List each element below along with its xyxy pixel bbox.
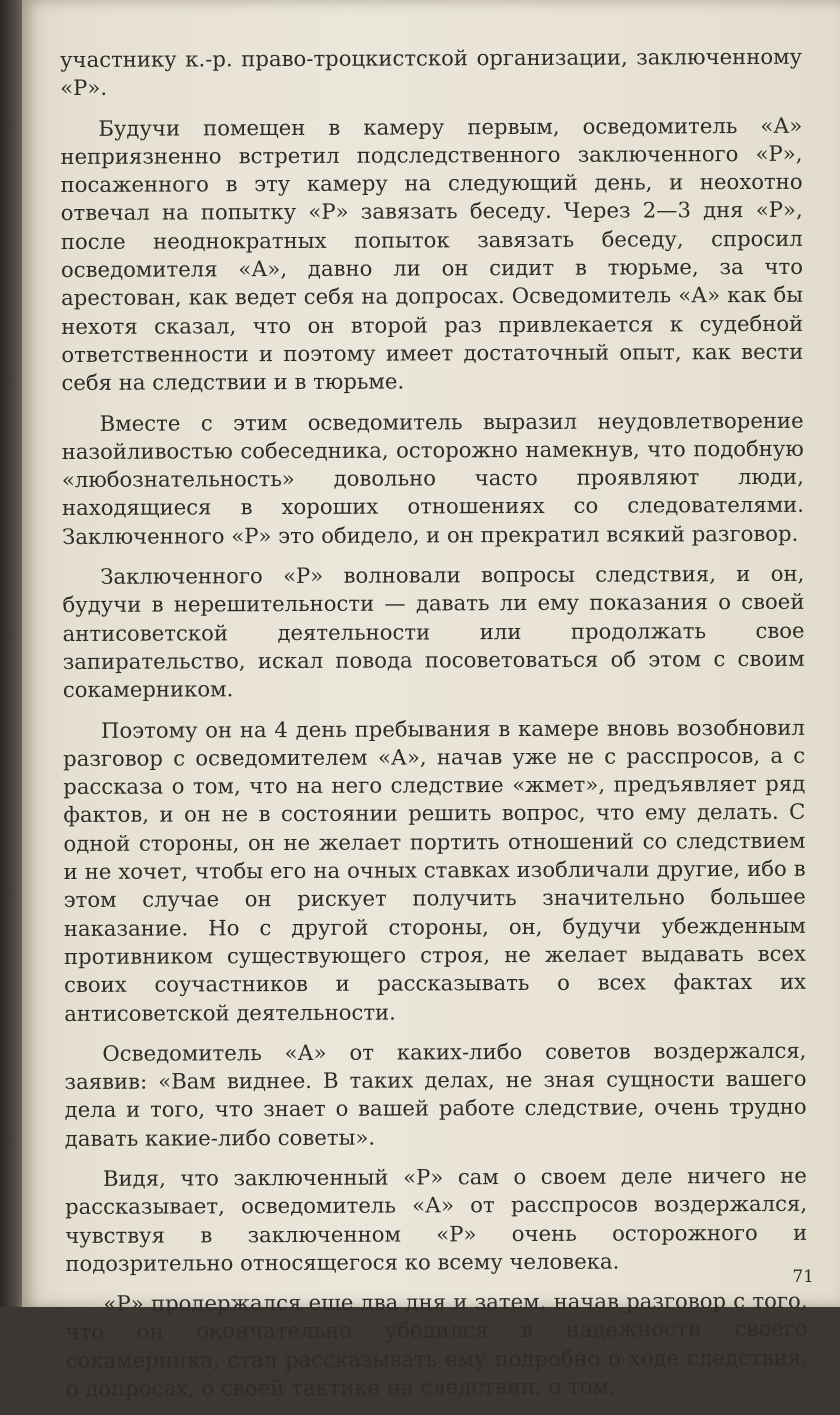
paragraph-2: Будучи помещен в камеру первым, осведомитель «А» неприязненно встретил подследственного заключенного «Р», посаженного в эту камеру на следующий день, и неохотно отвечал на попытку «Р» завязать беседу. Через 2—3 дня «Р», после неоднократных попыток завязать беседу, спросил осведомителя «А», давно ли он сидит в тюрьме, за что арестован, как ведет себя на допросах. Осведомитель «А» как бы нехотя сказал, что он второй раз привлекается к судебной ответственности и поэтому имеет достаточный опыт, как вести себя на следствии и в тюрьме.	[60, 112, 804, 396]
paragraph-6: Осведомитель «А» от каких-либо советов воздержался, заявив: «Вам виднее. В таких делах, не зная сущности вашего дела и того, что знает о вашей работе следствие, очень трудно давать какие-либо советы».	[64, 1037, 807, 1151]
page-text	[60, 43, 808, 1415]
paragraph-8: «Р» продержался еще два дня и затем, начав разговор с того, что он окончательно убедился в надежности своего сокамерника, стал рассказывать ему подробно о ходе следствия, о допросах, о своей тактике на следствии, о том,	[65, 1287, 808, 1402]
paragraph-3: Вместе с этим осведомитель выразил неудовлетворение назойливостью собеседника, осторожно намекнув, что подобную «любознательность» довольно часто проявляют люди, находящиеся в хороших отношениях со следователями. Заключенного «Р» это обидело, и он прекратил всякий разговор.	[61, 407, 805, 549]
paragraph-4: Заключенного «Р» волновали вопросы следствия, и он, будучи в нерешительности — давать ли ему показания о своей антисоветской деятельности или продолжать свое запирательство, искал повода посоветоваться об этом с своим сокамерником.	[62, 560, 805, 703]
paragraph-5: Поэтому он на 4 день пребывания в камере вновь возобновил разговор с осведомителем «А», начав уже не с расспросов, а с рассказа о том, что на него следствие «жмет», предъявляет ряд фактов, и он не в состоянии решить вопрос, что ему делать. С одной стороны, он не желает портить отношений со следствием и не хочет, чтобы его на очных ставках изобличали другие, ибо в этом случае он рискует получить значительно большее наказание. Но с другой стороны, он, будучи убежденным противником существующего строя, не желает выдавать всех своих соучастников и рассказывать о всех фактах их антисоветской деятельности.	[63, 714, 807, 1026]
book-spine	[0, 0, 22, 1307]
paragraph-1: участнику к.-р. право-троцкистской организации, заключенному «Р».	[60, 43, 803, 101]
book-page	[22, 0, 840, 1402]
page-number: 71	[792, 1267, 814, 1287]
paragraph-7: Видя, что заключенный «Р» сам о своем деле ничего не рассказывает, осведомитель «А» от расспросов воздержался, чувствуя в заключенном «Р» очень осторожного и подозрительно относящегося ко всему человека.	[65, 1162, 808, 1276]
